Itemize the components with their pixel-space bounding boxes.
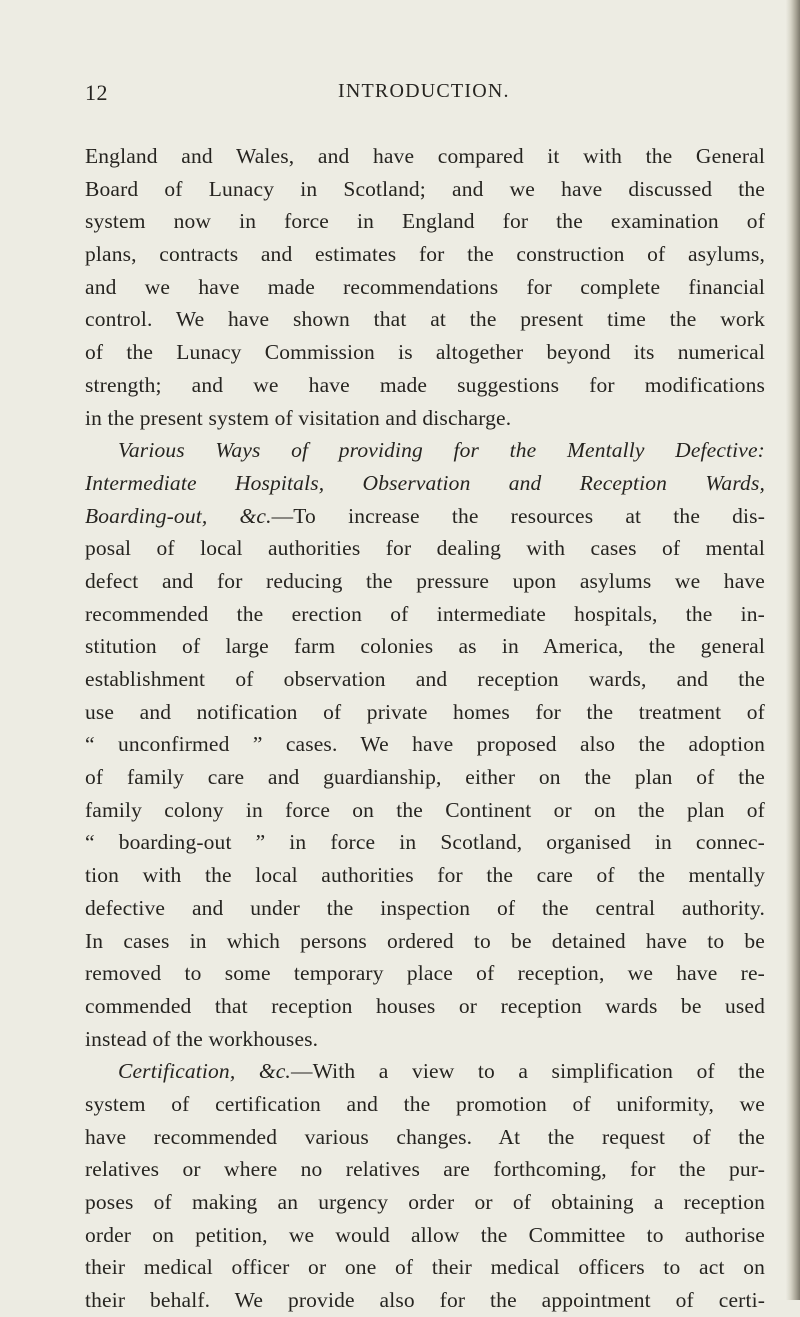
text-line: Board of Lunacy in Scotland; and we have discussed the <box>85 176 765 201</box>
body-text <box>85 140 765 1317</box>
text-line: In cases in which persons ordered to be detained have to be <box>85 928 765 953</box>
text-line: recommended the erection of intermediate hospitals, the in- <box>85 601 765 626</box>
text-line: of family care and guardianship, either on the plan of the <box>85 765 765 790</box>
text-line: poses of making an urgency order or of obtaining a reception <box>85 1190 765 1214</box>
text-line: relatives or where no relatives are forthcoming, for the pur- <box>85 1157 765 1182</box>
text-line: and we have made recommendations for complete financial <box>85 274 765 299</box>
text-line: Boarding-out, &c.—To increase the resources at the dis- <box>85 503 765 528</box>
paragraph-general-board <box>85 140 765 434</box>
text-line: order on petition, we would allow the Committee to authorise <box>85 1222 765 1247</box>
running-head <box>0 80 800 110</box>
page-number: 12 <box>85 80 108 105</box>
text-line: stitution of large farm colonies as in America, the general <box>85 634 765 659</box>
text-line: in the present system of visitation and discharge. <box>85 405 512 430</box>
text-line: removed to some temporary place of reception, we have re- <box>85 961 765 986</box>
section-heading-line: Intermediate Hospitals, Observation and Reception Wards, <box>85 470 765 495</box>
text-line: “ boarding-out ” in force in Scotland, organised in connec- <box>85 830 765 855</box>
text-line: their behalf. We provide also for the appointment of certi- <box>85 1288 765 1313</box>
text-line: posal of local authorities for dealing with cases of mental <box>85 536 765 561</box>
text-line: establishment of observation and reception wards, and the <box>85 667 765 691</box>
text-line: Certification, &c.—With a view to a simplification of the <box>118 1059 765 1084</box>
page-edge-shadow <box>786 0 800 1300</box>
text-line: their medical officer or one of their medical officers to act on <box>85 1255 765 1280</box>
text-line: system of certification and the promotion of uniformity, we <box>85 1091 765 1116</box>
text-line: system now in force in England for the examination of <box>85 209 765 234</box>
text-line: plans, contracts and estimates for the construction of asylums, <box>85 242 765 267</box>
text-line: “ unconfirmed ” cases. We have proposed also the adoption <box>85 732 765 757</box>
paragraph-mentally-defective <box>85 434 765 1055</box>
paragraph-certification <box>85 1055 765 1317</box>
text-line: of the Lunacy Commission is altogether beyond its numerical <box>85 340 765 365</box>
text-line: England and Wales, and have compared it with the General <box>85 144 765 168</box>
text-line: defective and under the inspection of the central authority. <box>85 895 765 920</box>
text-line: strength; and we have made suggestions for modifications <box>85 372 765 397</box>
running-title: INTRODUCTION. <box>338 80 510 102</box>
text-line: have recommended various changes. At the request of the <box>85 1124 765 1149</box>
text-line: family colony in force on the Continent or on the plan of <box>85 797 765 822</box>
text-line: control. We have shown that at the present time the work <box>85 307 765 332</box>
section-heading-line: Various Ways of providing for the Mentally Defective: <box>118 438 765 463</box>
text-line: defect and for reducing the pressure upon asylums we have <box>85 568 765 593</box>
text-line: instead of the workhouses. <box>85 1026 319 1051</box>
text-line: commended that reception houses or reception wards be used <box>85 993 765 1018</box>
text-line: use and notification of private homes for the treatment of <box>85 699 765 724</box>
text-line: tion with the local authorities for the care of the mentally <box>85 863 765 888</box>
